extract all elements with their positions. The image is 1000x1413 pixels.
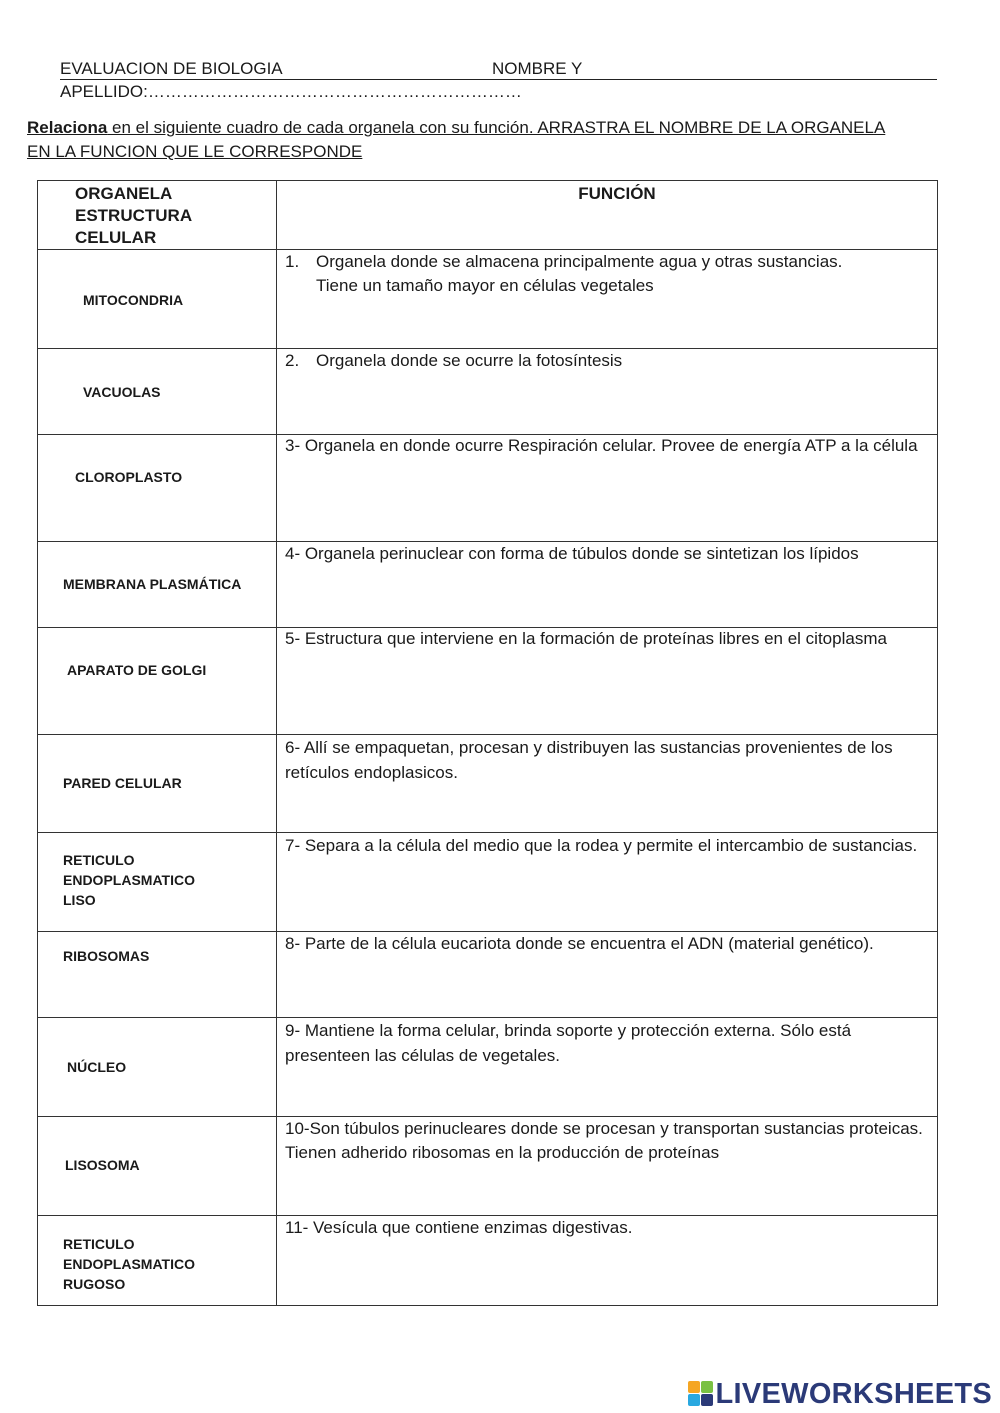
table-row (38, 1117, 938, 1216)
drop-target-organelle[interactable] (38, 833, 277, 932)
surname-label: APELLIDO:………………………………………………………… (60, 82, 522, 101)
organelle-label[interactable]: MEMBRANA PLASMÁTICA (63, 576, 242, 592)
organelle-label[interactable]: RIBOSOMAS (63, 948, 150, 964)
drop-target-organelle[interactable] (38, 735, 277, 833)
table-row (38, 833, 938, 932)
drop-target-organelle[interactable] (38, 349, 277, 435)
instructions-text: en el siguiente cuadro de cada organela con su función. ARRASTRA EL NOMBRE DE LA ORGANELA EN LA FUNCION QUE LE CORRESPONDE (27, 118, 886, 161)
drop-target-organelle[interactable] (38, 932, 277, 1018)
function-text: 3- Organela en donde ocurre Respiración celular. Provee de energía ATP a la célula (285, 436, 918, 455)
function-text: 4- Organela perinuclear con forma de túbulos donde se sintetizan los lípidos (285, 544, 859, 563)
function-text-continued: Tiene un tamaño mayor en células vegetales (316, 276, 654, 295)
drop-target-organelle[interactable] (38, 1018, 277, 1117)
function-text: 5- Estructura que interviene en la formación de proteínas libres en el citoplasma (285, 629, 887, 648)
function-text: 10-Son túbulos perinucleares donde se procesan y transportan sustancias proteicas. Tienen adherido ribosomas en la producción de proteínas (285, 1119, 923, 1162)
instructions (27, 116, 897, 164)
table-row (38, 932, 938, 1018)
table-row (38, 1216, 938, 1306)
organelle-label[interactable]: PARED CELULAR (63, 775, 182, 791)
organelle-label[interactable]: RETICULO ENDOPLASMATICO RUGOSO (63, 1236, 195, 1292)
liveworksheets-icon (688, 1381, 714, 1407)
function-text: 6- Allí se empaquetan, procesan y distribuyen las sustancias provenientes de los retículos endoplasicos. (285, 738, 893, 782)
function-number: 1. (285, 252, 300, 271)
organelle-label[interactable]: RETICULO ENDOPLASMATICO LISO (63, 852, 195, 908)
table-row (38, 735, 938, 833)
header-function: FUNCIÓN (578, 184, 656, 203)
liveworksheets-logo-text: LIVEWORKSHEETS (715, 1377, 992, 1410)
drop-target-organelle[interactable] (38, 1117, 277, 1216)
drop-target-organelle[interactable] (38, 250, 277, 349)
liveworksheets-logo (688, 1377, 993, 1411)
function-text: Organela donde se ocurre la fotosíntesis (316, 351, 623, 370)
table-header-row (38, 181, 938, 250)
evaluation-title: EVALUACION DE BIOLOGIA (60, 59, 283, 78)
function-text: 7- Separa a la célula del medio que la rodea y permite el intercambio de sustancias. (285, 836, 918, 855)
function-text: 9- Mantiene la forma celular, brinda soporte y protección externa. Sólo está presenteen las células de vegetales. (285, 1021, 852, 1065)
drop-target-organelle[interactable] (38, 628, 277, 735)
header-organelle: ORGANELA ESTRUCTURA CELULAR (75, 184, 193, 247)
name-label: NOMBRE Y (492, 59, 583, 78)
organelle-label[interactable]: VACUOLAS (83, 384, 161, 400)
function-text: 11- Vesícula que contiene enzimas digestivas. (285, 1218, 633, 1237)
function-text: Organela donde se almacena principalmente agua y otras sustancias. (316, 252, 843, 271)
function-number: 2. (285, 351, 300, 370)
table-row (38, 628, 938, 735)
organelle-label[interactable]: LISOSOMA (65, 1157, 140, 1173)
organelle-function-table (37, 180, 938, 1306)
instructions-verb: Relaciona (27, 118, 108, 137)
organelle-label[interactable]: NÚCLEO (67, 1059, 127, 1075)
table-row (38, 349, 938, 435)
drop-target-organelle[interactable] (38, 435, 277, 542)
table-row (38, 250, 938, 349)
header-line (60, 59, 937, 80)
drop-target-organelle[interactable] (38, 542, 277, 628)
table-row (38, 1018, 938, 1117)
drop-target-organelle[interactable] (38, 1216, 277, 1306)
organelle-label[interactable]: APARATO DE GOLGI (67, 662, 207, 678)
organelle-label[interactable]: MITOCONDRIA (83, 292, 184, 308)
function-text: 8- Parte de la célula eucariota donde se encuentra el ADN (material genético). (285, 934, 874, 953)
organelle-label[interactable]: CLOROPLASTO (75, 469, 183, 485)
table-row (38, 542, 938, 628)
table-row (38, 435, 938, 542)
